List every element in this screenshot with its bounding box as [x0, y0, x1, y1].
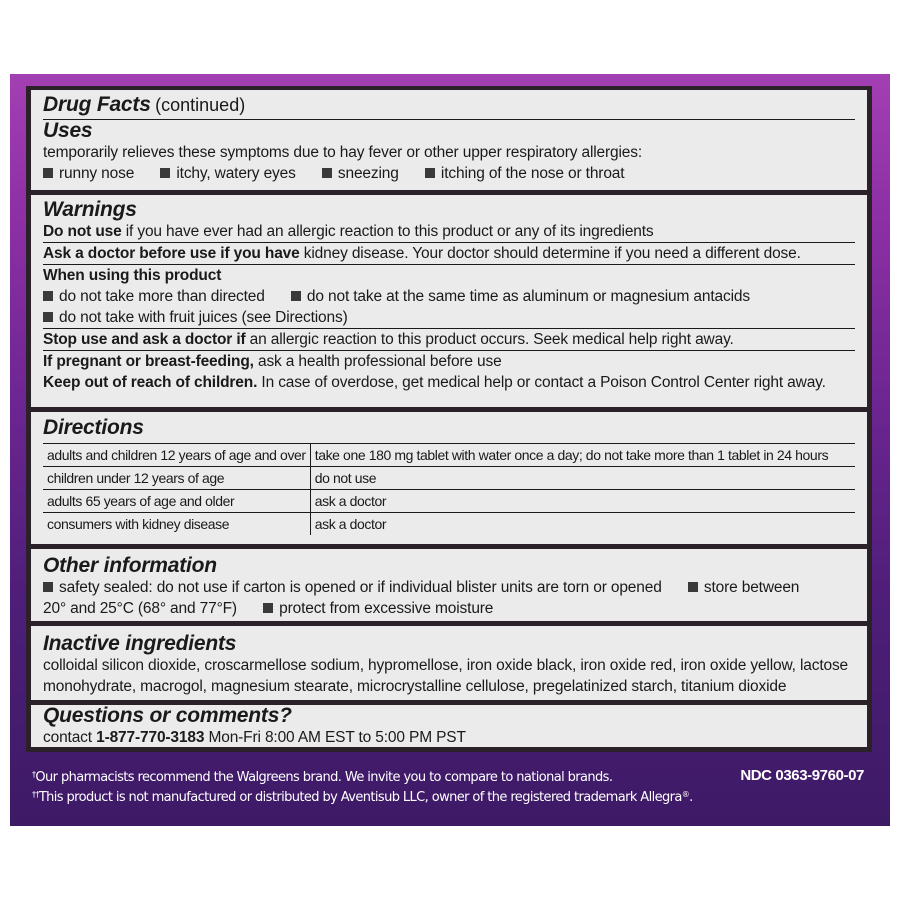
uses-bullet: sneezing	[337, 165, 399, 182]
phone-number: 1-877-770-3183	[96, 729, 205, 746]
uses-bullet: itchy, watery eyes	[176, 165, 296, 182]
pregnant-warning: If pregnant or breast-feeding, ask a health professional before use	[43, 353, 502, 370]
inactive-ingredients-section	[31, 626, 867, 700]
directions-what: ask a doctor	[310, 513, 855, 536]
uses-bullet: itching of the nose or throat	[440, 165, 625, 182]
footnote-1: †Our pharmacists recommend the Walgreens brand. We invite you to compare to national brands.	[32, 770, 613, 785]
drug-facts-frame	[26, 86, 872, 752]
directions-who: children under 12 years of age	[43, 467, 310, 490]
stop-use-warning: Stop use and ask a doctor if an allergic reaction to this product occurs. Seek medical help right away.	[43, 331, 734, 348]
other-information-section	[31, 549, 867, 621]
other-info-line1: safety sealed: do not use if carton is opened or if individual blister units are torn or opened store between	[43, 577, 855, 598]
bullet-icon	[43, 312, 53, 322]
bullet-icon	[688, 582, 698, 592]
bullet-icon	[43, 168, 53, 178]
directions-heading: Directions	[43, 416, 144, 439]
table-row	[43, 467, 855, 490]
other-information-heading: Other information	[43, 554, 217, 577]
keep-out-warning: Keep out of reach of children. In case of overdose, get medical help or contact a Poison Control Center right away.	[43, 374, 826, 391]
bullet-icon	[43, 291, 53, 301]
questions-heading: Questions or comments?	[43, 704, 292, 727]
uses-intro: temporarily relieves these symptoms due to hay fever or other upper respiratory allergies:	[43, 144, 643, 161]
table-row	[43, 513, 855, 536]
questions-section	[31, 705, 867, 747]
bullet-icon	[425, 168, 435, 178]
directions-who: adults 65 years of age and older	[43, 490, 310, 513]
directions-what: take one 180 mg tablet with water once a day; do not take more than 1 tablet in 24 hours	[310, 444, 855, 467]
carton-panel	[10, 74, 890, 826]
uses-section	[31, 90, 867, 190]
when-using-bullets-line2: do not take with fruit juices (see Directions)	[43, 307, 855, 328]
warnings-heading: Warnings	[43, 198, 137, 221]
drug-facts-title: Drug Facts	[43, 93, 151, 116]
other-info-line2: 20° and 25°C (68° and 77°F) protect from excessive moisture	[43, 600, 494, 617]
contact-line: contact 1-877-770-3183 Mon-Fri 8:00 AM EST to 5:00 PM PST	[43, 729, 466, 746]
ask-doctor-warning: Ask a doctor before use if you have kidney disease. Your doctor should determine if you need a different dose.	[43, 245, 801, 262]
directions-what: ask a doctor	[310, 490, 855, 513]
uses-bullet: runny nose	[59, 165, 135, 182]
table-row	[43, 444, 855, 467]
inactive-ingredients-heading: Inactive ingredients	[43, 632, 237, 655]
directions-table	[43, 443, 855, 535]
directions-who: consumers with kidney disease	[43, 513, 310, 536]
uses-bullets	[43, 163, 855, 184]
bullet-icon	[160, 168, 170, 178]
footnotes	[32, 766, 693, 806]
table-row	[43, 490, 855, 513]
directions-who: adults and children 12 years of age and over	[43, 444, 310, 467]
warnings-section	[31, 195, 867, 407]
inactive-ingredients-line2: monohydrate, macrogol, magnesium stearate, microcrystalline cellulose, pregelatinized starch, titanium dioxide	[43, 678, 787, 695]
when-using-heading: When using this product	[43, 267, 222, 284]
registered-mark: ®	[681, 790, 690, 799]
bullet-icon	[263, 603, 273, 613]
directions-section	[31, 412, 867, 544]
inactive-ingredients-line1: colloidal silicon dioxide, croscarmellose sodium, hypromellose, iron oxide black, iron oxide red, iron oxide yellow, lactose	[43, 657, 849, 674]
ndc-code: NDC 0363-9760-07	[740, 767, 864, 784]
directions-what: do not use	[310, 467, 855, 490]
uses-heading: Uses	[43, 119, 93, 142]
bullet-icon	[291, 291, 301, 301]
drug-facts-subtitle: (continued)	[155, 95, 246, 115]
bullet-icon	[322, 168, 332, 178]
when-using-bullets-line1: do not take more than directed do not take at the same time as aluminum or magnesium antacids	[43, 286, 855, 307]
bullet-icon	[43, 582, 53, 592]
do-not-use-warning: Do not use if you have ever had an allergic reaction to this product or any of its ingredients	[43, 223, 654, 240]
footnote-2: ††This product is not manufactured or distributed by Aventisub LLC, owner of the registered trademark Allegra®.	[32, 790, 693, 805]
